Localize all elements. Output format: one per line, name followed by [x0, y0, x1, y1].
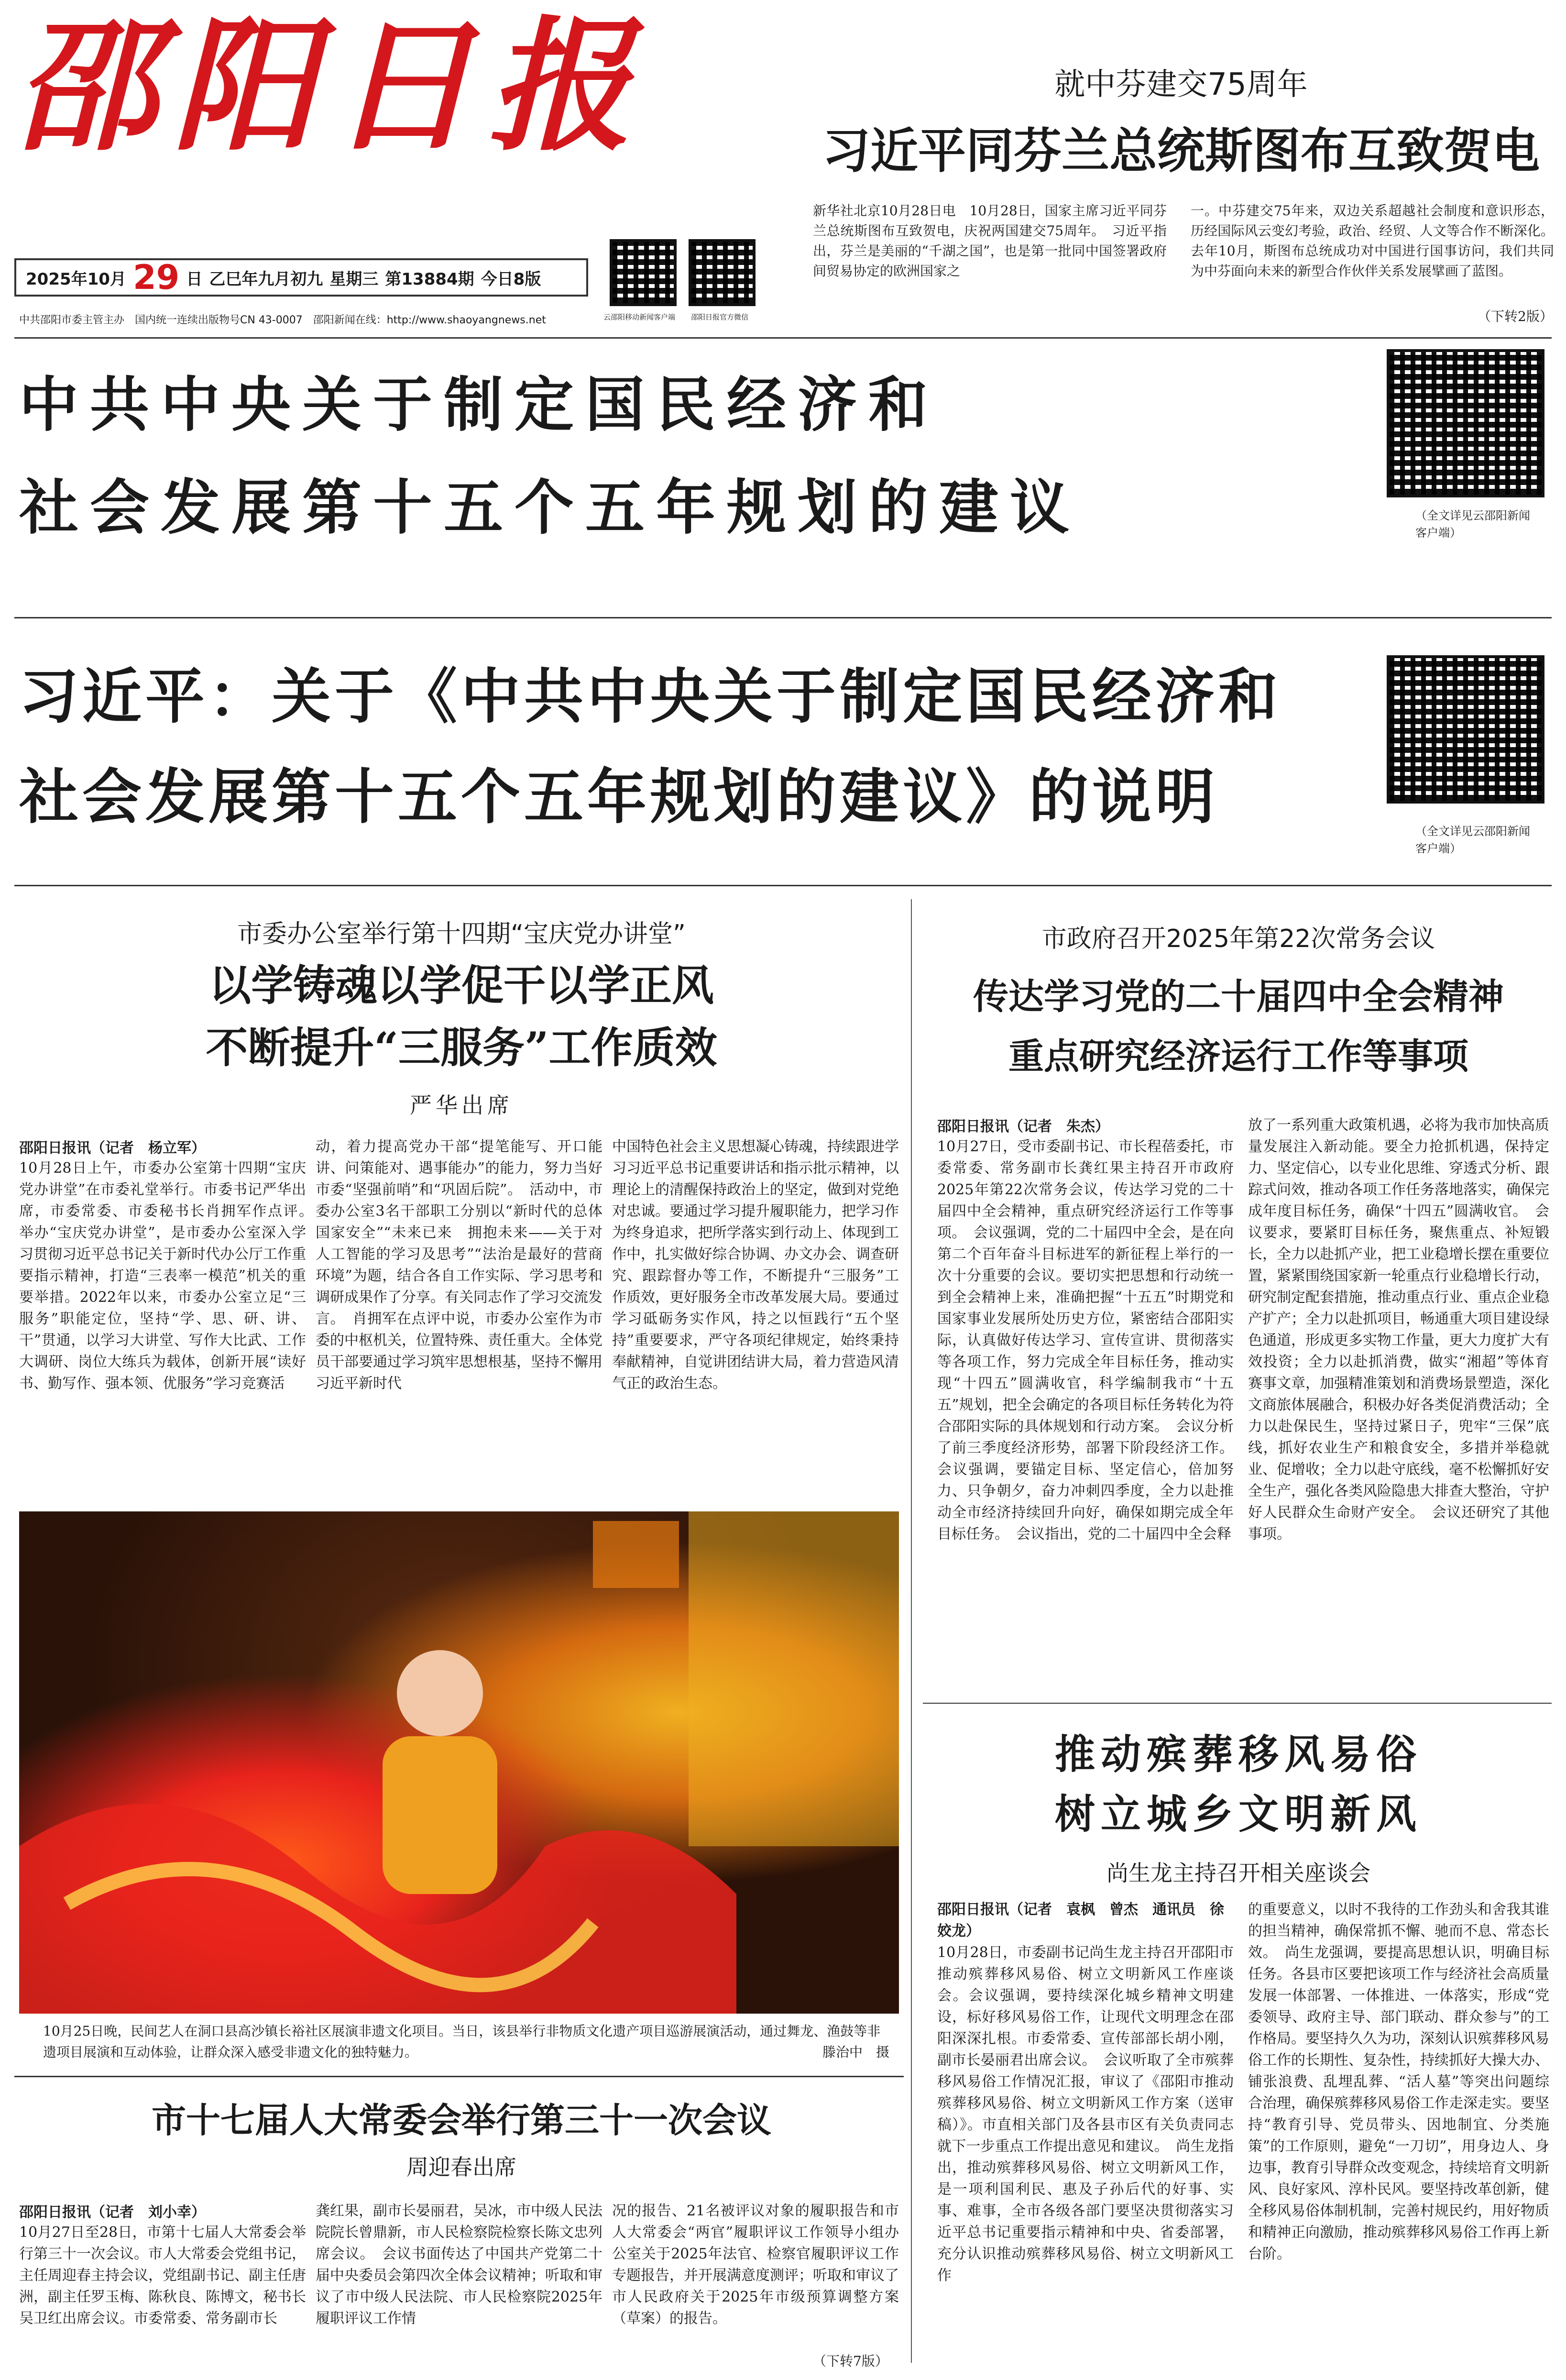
- story-d-jump: （下转7版）: [813, 2353, 888, 2369]
- dragon-dance-photo: [19, 1511, 899, 2014]
- lead1-qr-code[interactable]: [1387, 349, 1544, 497]
- story-d-col1: 10月27日至28日，市第十七届人大常委会举行第三十一次会议。市人大常委会党组书记，主任周迎春主持会议，党组副书记、副主任唐洲，副主任罗玉梅、陈秋良、陈博文，秘书长吴卫红出席会议。市委常委、常务副市长: [19, 2224, 306, 2327]
- story-a-line2: 不断提升“三服务”工作质效: [206, 1023, 717, 1072]
- masthead-title: 邵阳日报: [14, 1, 646, 170]
- photo-caption-text: 10月25日晚，民间艺人在洞口县高沙镇长裕社区展演非遗文化项目。当日，该县举行非物质文化遗产项目巡游展演活动，通过舞龙、渔鼓等非遗项目展演和互动体验，让群众深入感受非遗文化的独特魅力。: [43, 2023, 881, 2060]
- qr-app-label: 云邵阳移动新闻客户端: [603, 313, 676, 321]
- top-story-headline: 习近平同芬兰总统斯图布互致贺电: [822, 122, 1540, 179]
- story-a-col1: 10月28日上午，市委办公室第十四期“宝庆党办讲堂”在市委礼堂举行。市委书记严华出席，市委常委、市委秘书长肖拥军作点评。 举办“宝庆党办讲堂”，是市委办公室深入学习贯彻习近平总书记关于新时代办公厅工作重要指示精神，打造“三表率一模范”机关的重要举措。2022年以来，市委办公室立足“三服务”职能定位，坚持“学、思、研、讲、干”贯通，以学习大讲堂、写作大比武、工作大调研、岗位大练兵为载体，创新开展“读好书、勤写作、强本领、优服务”学习竞赛活: [19, 1160, 306, 1392]
- story-a-col3: 中国特色社会主义思想凝心铸魂，持续跟进学习习近平总书记重要讲话和指示批示精神，以理论上的清醒保持政治上的坚定，做到对党绝对忠诚。要通过学习提升履职能力，把学习作为终身追求，把所学落实到行动上、体现到工作中，扎实做好综合协调、办文办会、调查研究、跟踪督办等工作，不断提升“三服务”工作质效，更好服务全市改革发展大局。要通过学习砥砺务实作风，持之以恒践行“五个坚持”重要要求，严守各项纪律规定，始终秉持奉献精神，自觉讲团结讲大局，着力营造风清气正的政治生态。: [612, 1138, 899, 1392]
- photo-illustration: [19, 1511, 899, 2014]
- top-story-jump: （下转2版）: [1478, 309, 1553, 324]
- top-story-col2: 一。中芬建交75年来，双边关系超越社会制度和意识形态，历经国际风云变幻考验，政治、经贸、人文等合作不断深化。去年10月，斯图布总统成功对中国进行国事访问，我们共同为中芬面向未来的新型合作伙伴关系发展擘画了蓝图。: [1191, 203, 1554, 279]
- lead1-line1: 中共中央关于制定国民经济和: [19, 370, 940, 440]
- photo-credit: 滕治中 摄: [822, 2044, 889, 2060]
- qr-code-app[interactable]: [610, 239, 677, 306]
- story-c-byline: 邵阳日报讯（记者 袁枫 曾杰 通讯员 徐姣龙）: [937, 1901, 1224, 1939]
- lead2-line1: 习近平：关于《中共中央关于制定国民经济和: [19, 662, 1282, 731]
- lead1-line2: 社会发展第十五个五年规划的建议: [19, 473, 1081, 542]
- story-d-sub: 周迎春出席: [406, 2154, 516, 2180]
- story-a-line1: 以学铸魂以学促干以学正风: [208, 960, 714, 1010]
- date-day: 29: [132, 258, 180, 297]
- lead2-qr-note: （全文详见云邵阳新闻客户端）: [1415, 825, 1530, 855]
- story-b-line2: 重点研究经济运行工作等事项: [1008, 1036, 1468, 1077]
- story-c-line1: 推动殡葬移风易俗: [1054, 1730, 1422, 1778]
- date-suffix: 日: [186, 269, 203, 289]
- story-b-col1: 10月27日，受市委副书记、市长程蓓委托，市委常委、常务副市长龚红果主持召开市政府2025年第22次常务会议，传达学习党的二十届四中全会精神，重点研究经济运行工作等事项。 会议强调，党的二十届四中全会，是在向第二个百年奋斗目标进军的新征程上举行的一次十分重要的会议。要切实把思想和行动统一到全会精神上来，准确把握“十五五”时期党和国家事业发展所处历史方位，紧密结合邵阳实际，认真做好传达学习、宣传宣讲、贯彻落实等各项工作，努力完成全年目标任务，推动实现“十四五”圆满收官，科学编制我市“十五五”规划，把全会确定的各项目标任务转化为符合邵阳实际的具体规划和行动方案。 会议分析了前三季度经济形势，部署下阶段经济工作。会议强调，要锚定目标、坚定信心，倍加努力、只争朝夕，奋力冲刺四季度，全力以赴推动全市经济持续回升向好，确保如期完成全年目标任务。 会议指出，党的二十届四中全会释: [937, 1138, 1234, 1543]
- top-story-col1: 新华社北京10月28日电 10月28日，国家主席习近平同芬兰总统斯图布互致贺电，庆祝两国建交75周年。 习近平指出，芬兰是美丽的“千湖之国”，也是第一批同中国签署政府间贸易协定的欧洲国家之: [813, 203, 1167, 279]
- story-a-byline: 邵阳日报讯（记者 杨立军）: [19, 1140, 206, 1157]
- lead2-line2: 社会发展第十五个五年规划的建议》的说明: [19, 762, 1219, 832]
- lunar-date: 乙巳年九月初九: [209, 269, 323, 289]
- issue-number: 第13884期: [385, 269, 474, 289]
- lead1-qr-note: （全文详见云邵阳新闻客户端）: [1415, 509, 1530, 540]
- weekday: 星期三: [329, 269, 379, 289]
- story-d-col3: 况的报告、21名被评议对象的履职报告和市人大常委会“两官”履职评议工作领导小组办公室关于2025年法官、检察官履职评议工作专题报告，并开展满意度测评；听取和审议了市人民政府关于2025年市级预算调整方案（草案）的报告。: [612, 2203, 899, 2327]
- dateline: [14, 258, 588, 297]
- publisher-line: 中共邵阳市委主管主办 国内统一连续出版物号CN 43-0007 邵阳新闻在线：http://www.shaoyangnews.net: [19, 314, 546, 326]
- date-prefix: 2025年10月: [26, 269, 126, 289]
- photo-caption: [43, 2021, 889, 2063]
- story-c-col2: 的重要意义，以时不我待的工作劲头和舍我其谁的担当精神，确保常抓不懈、驰而不息、常态长效。 尚生龙强调，要提高思想认识，明确目标任务。各县市区要把该项工作与经济社会高质量发展一体部署、一体推进、一体落实，形成“党委领导、政府主导、部门联动、群众参与”的工作格局。要坚持久久为功，深刻认识殡葬移风易俗工作的长期性、复杂性，持续抓好大操大办、铺张浪费、乱埋乱葬、“活人墓”等突出问题综合治理，确保殡葬移风易俗工作走深走实。要坚持“教育引导、党员带头、因地制宜、分类施策”的工作原则，避免“一刀切”，用身边人、身边事，教育引导群众改变观念，持续培育文明新风、良好家风、淳朴民风。要坚持改革创新，健全移风易俗体制机制，完善村规民约，用好物质和精神正向激励，推动殡葬移风易俗工作再上新台阶。: [1248, 1901, 1549, 2262]
- story-a-sub: 严华出席: [410, 1092, 513, 1118]
- qr-wechat-label: 邵阳日报官方微信: [691, 313, 749, 321]
- story-d-byline: 邵阳日报讯（记者 刘小幸）: [19, 2204, 206, 2221]
- story-d-headline: 市十七届人大常委会举行第三十一次会议: [151, 2100, 771, 2140]
- story-b-line1: 传达学习党的二十届四中全会精神: [973, 976, 1504, 1017]
- story-b-col2: 放了一系列重大政策机遇，必将为我市加快高质量发展注入新动能。要全力抢抓机遇，保持定力、坚定信心，以专业化思维、穿透式分析、跟踪式问效，推动各项工作任务落地落实，确保完成年度目标任务，确保“十四五”圆满收官。 会议要求，要紧盯目标任务，聚焦重点、补短锻长，全力以赴抓产业，把工业稳增长摆在重要位置，紧紧围绕国家新一轮重点行业稳增长行动，研究制定配套措施，推动重点行业、重点企业稳产扩产；全力以赴抓项目，畅通重大项目建设绿色通道，形成更多实物工作量，更大力度扩大有效投资；全力以赴抓消费，做实“湘超”等体育赛事文章，加强精准策划和消费场景塑造，深化文商旅体展融合，积极办好各类促消费活动；全力以赴保民生，坚持过紧日子，兜牢“三保”底线，抓好农业生产和粮食安全，多措并举稳就业、促增收；全力以赴守底线，毫不松懈抓好安全生产，强化各类风险隐患大排查大整治，守护好人民群众生命财产安全。 会议还研究了其他事项。: [1248, 1117, 1549, 1543]
- page-count: 今日8版: [481, 269, 541, 289]
- story-d-col2: 龚红果，副市长晏丽君，吴冰，市中级人民法院院长曾鼎新，市人民检察院检察长陈文忠列席会议。 会议书面传达了中国共产党第二十届中央委员会第四次全体会议精神；听取和审议了市中级人民法院、市人民检察院2025年履职评议工作情: [316, 2203, 602, 2327]
- story-c-sub: 尚生龙主持召开相关座谈会: [1106, 1860, 1370, 1886]
- lead2-qr-code[interactable]: [1387, 655, 1544, 804]
- top-story-kicker: 就中芬建交75周年: [1054, 67, 1308, 102]
- story-a-col2: 动，着力提高党办干部“提笔能写、开口能讲、问策能对、遇事能办”的能力，努力当好市委“坚强前哨”和“巩固后院”。 活动中，市委办公室3名干部职工分别以“新时代的总体国家安全”“未来已来 拥抱未来——关于对人工智能的学习及思考”“法治是最好的营商环境”为题，结合各自工作实际、学习思考和调研成果作了分享。有关同志作了学习交流发言。 肖拥军在点评中说，市委办公室作为市委的中枢机关，位置特殊、责任重大。全体党员干部要通过学习筑牢思想根基，坚持不懈用习近平新时代: [316, 1138, 602, 1392]
- story-a-kicker: 市委办公室举行第十四期“宝庆党办讲堂”: [237, 920, 686, 948]
- story-b-byline: 邵阳日报讯（记者 朱杰）: [937, 1118, 1109, 1135]
- qr-code-wechat[interactable]: [689, 239, 756, 306]
- story-c-line2: 树立城乡文明新风: [1054, 1790, 1422, 1838]
- story-c-col1: 10月28日，市委副书记尚生龙主持召开邵阳市推动殡葬移风易俗、树立文明新风工作座谈会。会议强调，要持续深化城乡精神文明建设，标好移风易俗工作，让现代文明理念在邵阳深深扎根。市委常委、宣传部部长胡小刚，副市长晏丽君出席会议。 会议听取了全市殡葬移风易俗工作情况汇报，审议了《邵阳市推动殡葬移风易俗、树立文明新风工作方案（送审稿）》。市直相关部门及各县市区有关负责同志就下一步重点工作提出意见和建议。 尚生龙指出，推动殡葬移风易俗、树立文明新风工作，是一项利国利民、惠及子孙后代的好事、实事、难事，全市各级各部门要坚决贯彻落实习近平总书记重要指示精神和中央、省委部署，充分认识推动殡葬移风易俗、树立文明新风工作: [937, 1944, 1234, 2284]
- story-b-kicker: 市政府召开2025年第22次常务会议: [1041, 925, 1435, 953]
